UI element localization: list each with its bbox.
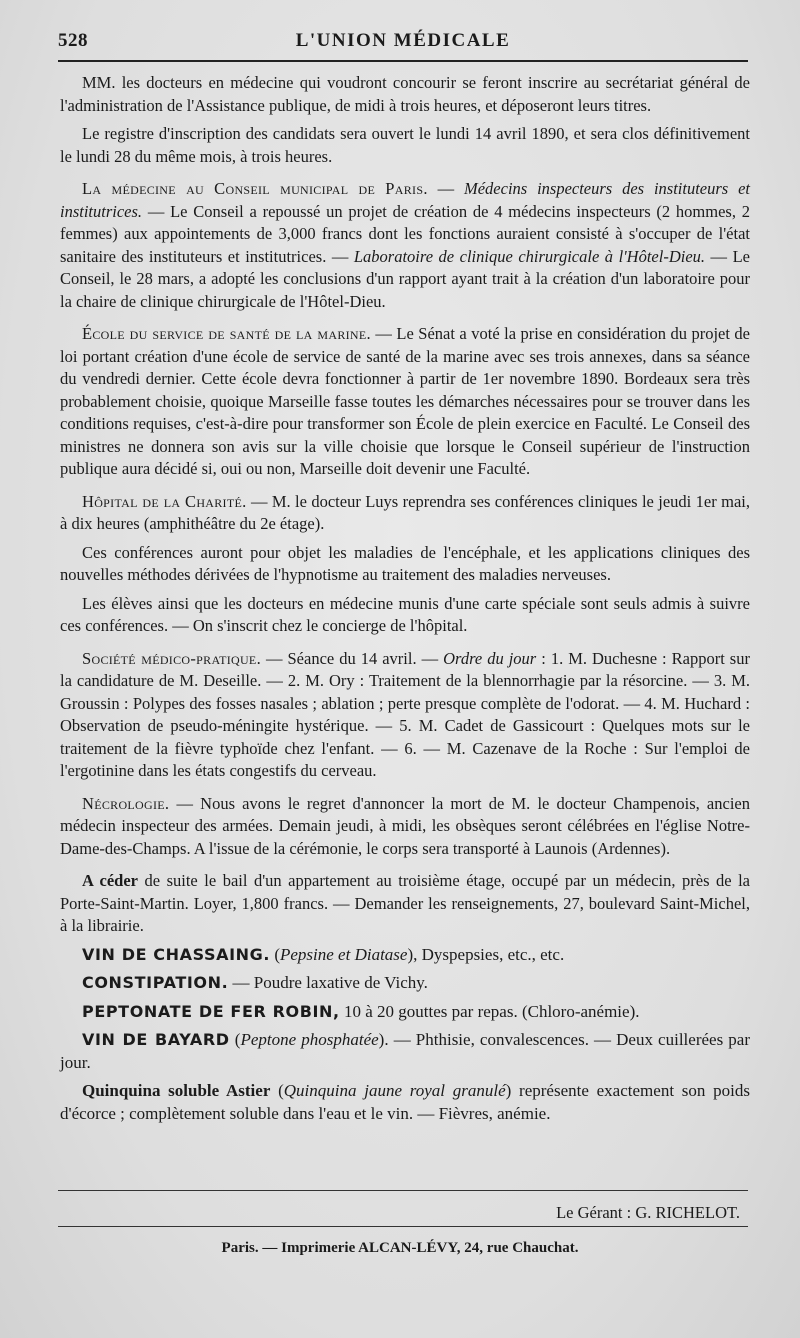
concours-paragraph: MM. les docteurs en médecine qui voudront concourir se feront inscrire au secrétariat général de l'administration de l'Assistance publique, de midi à trois heures, et déposeront leurs titres. xyxy=(60,73,750,115)
conseil-text: — Le Conseil a repoussé un projet de création de 4 médecins inspecteurs (2 hommes, 2 femmes) aux appointements de 3,000 francs dont les fonctions auraient consisté à s'occuper de l'état sanitaire des instituteurs et institutrices. — xyxy=(60,201,750,266)
societe-text: — Séance du 14 avril. — xyxy=(261,648,444,668)
a-ceder-paragraph xyxy=(60,870,750,938)
ad-quinquina-astier: Quinquina soluble Astier (Quinquina jaune royal granulé) représente exactement son poids d'écorce ; complètement soluble dans l'eau et le vin. — Fièvres, anémie. xyxy=(60,1081,750,1123)
page-number: 528 xyxy=(58,30,88,51)
ad-italic: Quinquina jaune royal granulé xyxy=(283,1081,506,1100)
ad-vin-bayard: VIN DE BAYARD (Peptone phosphatée). — Phthisie, convalescences. — Deux cuillerées par jour. xyxy=(60,1030,750,1072)
article-body xyxy=(60,72,750,1131)
gerant-signature: Le Gérant : G. RICHELOT. xyxy=(556,1203,740,1222)
ad-title: VIN DE CHASSAING. xyxy=(82,944,271,964)
printer-imprint: Paris. — Imprimerie ALCAN-LÉVY, 24, rue Chauchat. xyxy=(221,1240,579,1256)
ecole-text: — Le Sénat a voté la prise en considération du projet de loi portant création d'une école de service de santé de la marine avec ses trois annexes, dans sa séance du vendredi dernier. Cette école devra fonctionner à partir de 1er novembre 1890. Bordeaux sera très probablement choisie, quoique Marseille fasse toutes les démarches nécessaires pour se trouver dans les conditions requises, c'est-à-dire pour transformer son École de plein exercice en Faculté. Le Conseil des ministres ne donnera son avis sur la ville choisie que lorsque le Conseil supérieur de l'instruction publique aura décidé si, oui ou non, Marseille doit devenir une Faculté. xyxy=(60,324,750,478)
hopital-heading: Hôpital de la Charité. xyxy=(82,491,247,511)
conseil-dash: — xyxy=(427,179,464,198)
footer-rule xyxy=(58,1226,748,1227)
conferences-paragraph: Ces conférences auront pour objet les maladies de l'encéphale, et les applications cliniques des nouvelles méthodes dérivées de l'hypnotisme au traitement des maladies nerveuses. xyxy=(60,542,750,584)
ad-title: CONSTIPATION. xyxy=(82,973,229,992)
ad-text: représente exactement son poids d'écorce ; complètement soluble dans l'eau et le vin. — Fièvres, anémie. xyxy=(60,1081,750,1123)
header-rule xyxy=(58,60,748,62)
conseil-heading: La médecine au Conseil municipal de Paris. xyxy=(82,179,428,198)
conseil-topic: Médecins inspecteurs des instituteurs et institutrices. xyxy=(60,179,750,221)
societe-heading: Société médico-pratique. xyxy=(82,648,261,668)
societe-text-2: : 1. M. Duchesne : Rapport sur la candidature de M. Deseille. — 2. M. Ory : Traitement de la blennorrhagie par la résorcine. — 3. M. Groussin : Polypes des fosses nasales ; ablation ; perte presque complète de l'odorat. — 4. M. Huchard : Observation de pseudo-méningite hystérique. — 5. M. Cadet de Gassicourt : Quelques mots sur le traitement de la fièvre typhoïde chez l'enfant. — 6. — M. Cazenave de la Roche : Sur l'emploi de l'ergotinine dans les états congestifs du cerveau. xyxy=(60,648,750,780)
journal-title: L'UNION MÉDICALE xyxy=(295,30,511,51)
necrologie-text: — Nous avons le regret d'annoncer la mort de M. le docteur Champenois, ancien médecin inspecteur des armées. Demain jeudi, à midi, les obsèques seront célébrées en l'église Notre-Dame-des-Champs. A l'issue de la cérémonie, le corps sera transporté à Launois (Ardennes). xyxy=(60,793,750,858)
admission-paragraph: Les élèves ainsi que les docteurs en médecine munis d'une carte spéciale sont seuls admis à suivre ces conférences. — On s'inscrit chez le concierge de l'hôpital. xyxy=(60,593,750,635)
ad-italic: Pepsine et Diatase xyxy=(279,944,408,964)
ad-title: Quinquina soluble Astier xyxy=(82,1081,271,1100)
ad-italic: Peptone phosphatée xyxy=(240,1030,379,1049)
a-ceder-text: de suite le bail d'un appartement au troisième étage, occupé par un médecin, près de la Porte-Saint-Martin. Loyer, 1,800 francs. — Demander les renseignements, 27, boulevard Saint-Michel, à la librairie. xyxy=(60,871,751,935)
signature-rule xyxy=(58,1190,748,1191)
ecole-heading: École du service de santé de la marine. xyxy=(82,324,371,343)
ad-title: VIN DE BAYARD xyxy=(82,1030,230,1049)
conseil-text-2: — Le Conseil, le 28 mars, a adopté les conclusions d'un rapport ayant trait à la création d'un laboratoire pour la chaire de clinique chirurgicale de l'Hôtel-Dieu. xyxy=(60,246,750,311)
ad-text: , Dyspepsies, etc., etc. xyxy=(413,944,565,964)
ad-peptonate-fer xyxy=(60,1001,750,1024)
hopital-text: — M. le docteur Luys reprendra ses conférences cliniques le jeudi 1er mai, à dix heures (amphithéâtre du 2e étage). xyxy=(60,491,750,533)
ecole-marine-paragraph xyxy=(60,323,750,481)
necrologie-heading: Nécrologie. xyxy=(82,793,170,813)
ad-title: PEPTONATE DE FER ROBIN, xyxy=(82,1001,340,1021)
conseil-topic-2: Laboratoire de clinique chirurgicale à l'Hôtel-Dieu. xyxy=(353,246,706,266)
societe-medico-pratique-paragraph xyxy=(60,648,750,783)
ordre-du-jour: Ordre du jour xyxy=(443,648,537,668)
a-ceder-heading: A céder xyxy=(82,871,138,890)
ad-text: . — Phthisie, convalescences. — Deux cuillerées par jour. xyxy=(60,1030,750,1072)
ad-constipation xyxy=(60,972,750,995)
ad-text: 10 à 20 gouttes par repas. (Chloro-anémie). xyxy=(339,1001,640,1021)
registre-paragraph: Le registre d'inscription des candidats sera ouvert le lundi 14 avril 1890, et sera clos définitivement le lundi 28 du même mois, à trois heures. xyxy=(60,124,750,166)
ad-vin-chassaing: VIN DE CHASSAING. (Pepsine et Diatase), Dyspepsies, etc., etc. xyxy=(82,944,565,964)
conseil-municipal-paragraph xyxy=(60,178,750,313)
ad-text: — Poudre laxative de Vichy. xyxy=(228,973,428,992)
necrologie-paragraph xyxy=(60,793,750,861)
hopital-charite-paragraph xyxy=(60,491,750,536)
page-header xyxy=(58,22,748,56)
